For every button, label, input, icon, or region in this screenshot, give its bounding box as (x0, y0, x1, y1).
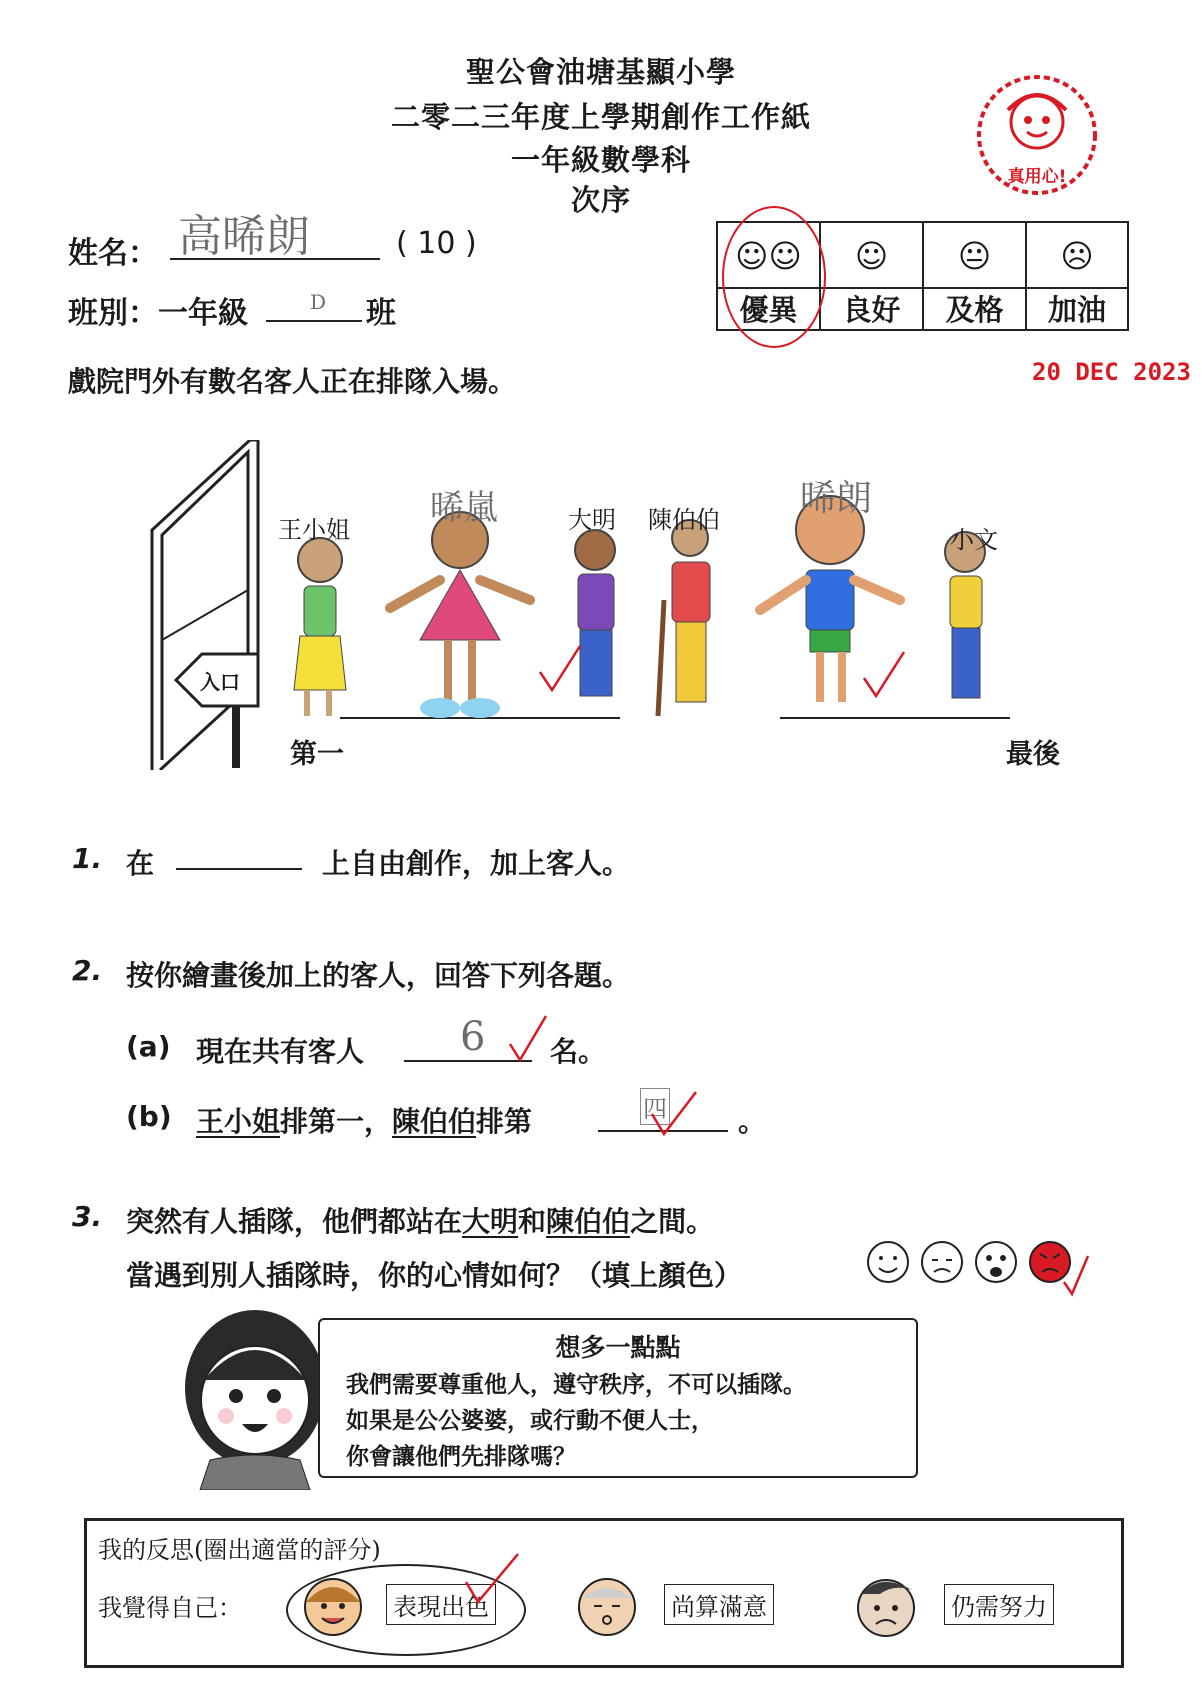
rating-good: 良好 (821, 289, 924, 331)
person-label-3: 大明 (568, 506, 616, 534)
q2b-end: 。 (738, 1105, 767, 1138)
reflection-tick-icon (462, 1548, 522, 1612)
q2b-tick-icon (650, 1088, 700, 1142)
q2b-answer: 四 (640, 1088, 670, 1125)
q2b-label: (b) (126, 1100, 172, 1133)
q3-line2: 當遇到別人插隊時，你的心情如何？（填上顏色） (126, 1259, 743, 1292)
q2-number: 2. (72, 954, 103, 987)
girl-illustration (170, 1300, 340, 1490)
think-more-line2: 如果是公公婆婆，或行動不便人士， (346, 1408, 714, 1434)
q1-blank (176, 868, 302, 870)
q2a-tick-icon (508, 1014, 548, 1068)
school-name: 聖公會油塘基顯小學 (465, 55, 736, 89)
class-label: 班別：一年級 (68, 296, 248, 331)
rating-pass: 及格 (924, 289, 1027, 331)
person-label-5: 晞朗 (800, 478, 873, 519)
q2b-text (196, 1100, 532, 1140)
q2b-name-chan: 陳伯伯 (392, 1105, 477, 1138)
topic-title: 次序 (570, 183, 631, 217)
q3-text (126, 1200, 714, 1240)
q2b-text-b: 排第一， (280, 1105, 393, 1138)
q2a-answer: 6 (460, 1014, 486, 1060)
happy-face-icon (868, 1242, 908, 1282)
q2-text: 按你繪畫後加上的客人，回答下列各題。 (126, 959, 631, 992)
option-excellent[interactable]: 表現出色 (386, 1584, 496, 1625)
first-label: 第一 (290, 739, 344, 770)
name-field[interactable] (170, 200, 380, 260)
rating-tryharder: 加油 (1047, 293, 1106, 327)
person-label-4: 陳伯伯 (648, 506, 720, 534)
q3-name-chan: 陳伯伯 (546, 1205, 631, 1238)
stamp-text: 真用心! (1007, 167, 1067, 187)
subject-title: 一年級數學科 (510, 143, 691, 177)
praise-stamp (972, 70, 1102, 200)
think-more-line1: 我們需要尊重他人，遵守秩序，不可以插隊。 (346, 1372, 806, 1398)
name-label: 姓名： (68, 236, 158, 271)
worksheet-title: 二零二三年度上學期創作工作紙 (390, 100, 811, 134)
face-excellent-icon: ☺☺ (718, 223, 821, 289)
person-label-1: 王小姐 (278, 516, 350, 544)
q2a-text-b: 名。 (550, 1035, 607, 1068)
class-value: D (310, 290, 327, 314)
q3-number: 3. (72, 1200, 103, 1233)
think-more-line3: 你會讓他們先排隊嗎？ (346, 1444, 576, 1470)
q3-text-c: 和 (518, 1205, 547, 1238)
q1-text-b: 上自由創作，加上客人。 (322, 847, 631, 880)
q3-name-daming: 大明 (462, 1205, 519, 1238)
sad-face-icon (922, 1242, 962, 1282)
date-stamp: 20 DEC 2023 (1032, 358, 1191, 386)
face-tryharder-kid-icon (850, 1570, 922, 1646)
q2a-text-a: 現在共有客人 (196, 1035, 365, 1068)
option-satisfied[interactable]: 尚算滿意 (664, 1584, 774, 1625)
reflection-prompt: 我覺得自己： (98, 1594, 242, 1622)
queue-illustration (140, 440, 1090, 770)
last-label: 最後 (1006, 739, 1060, 770)
face-pass-icon: 😐 (924, 223, 1027, 289)
face-good-icon: ☺ (821, 223, 924, 289)
q3-text-e: 之間。 (630, 1205, 715, 1238)
face-satisfied-kid-icon (572, 1572, 642, 1646)
crying-face-icon (976, 1242, 1016, 1282)
option-tryharder[interactable]: 仍需努力 (944, 1584, 1054, 1625)
q2b-name-wang: 王小姐 (196, 1105, 281, 1138)
q2a-label: (a) (126, 1030, 171, 1063)
class-field[interactable] (266, 286, 362, 322)
face-excellent-kid-icon (298, 1572, 368, 1646)
entrance-sign: 入口 (200, 670, 240, 694)
q3-text-a: 突然有人插隊，他們都站在 (126, 1205, 463, 1238)
q1-number: 1. (72, 842, 103, 875)
person-label-2: 晞嵐 (430, 488, 498, 528)
class-suffix: 班 (366, 296, 396, 331)
intro-text: 戲院門外有數名客人正在排隊入場。 (68, 365, 517, 398)
face-tryharder-icon: ☹ (1027, 223, 1127, 289)
person-label-6: 小文 (950, 526, 998, 554)
mood-faces (860, 1238, 1090, 1298)
student-number: ( 10 ) (396, 226, 477, 261)
name-value: 高晞朗 (178, 211, 310, 262)
q1-text-a: 在 (126, 847, 155, 880)
q2b-text-d: 排第 (476, 1105, 533, 1138)
reflection-title: 我的反思(圈出適當的評分) (98, 1536, 381, 1564)
selected-rating-circle (722, 206, 826, 348)
think-more-title: 想多一點點 (555, 1333, 681, 1362)
angry-face-icon (1030, 1242, 1070, 1282)
rating-excellent: 優異 (718, 289, 821, 331)
